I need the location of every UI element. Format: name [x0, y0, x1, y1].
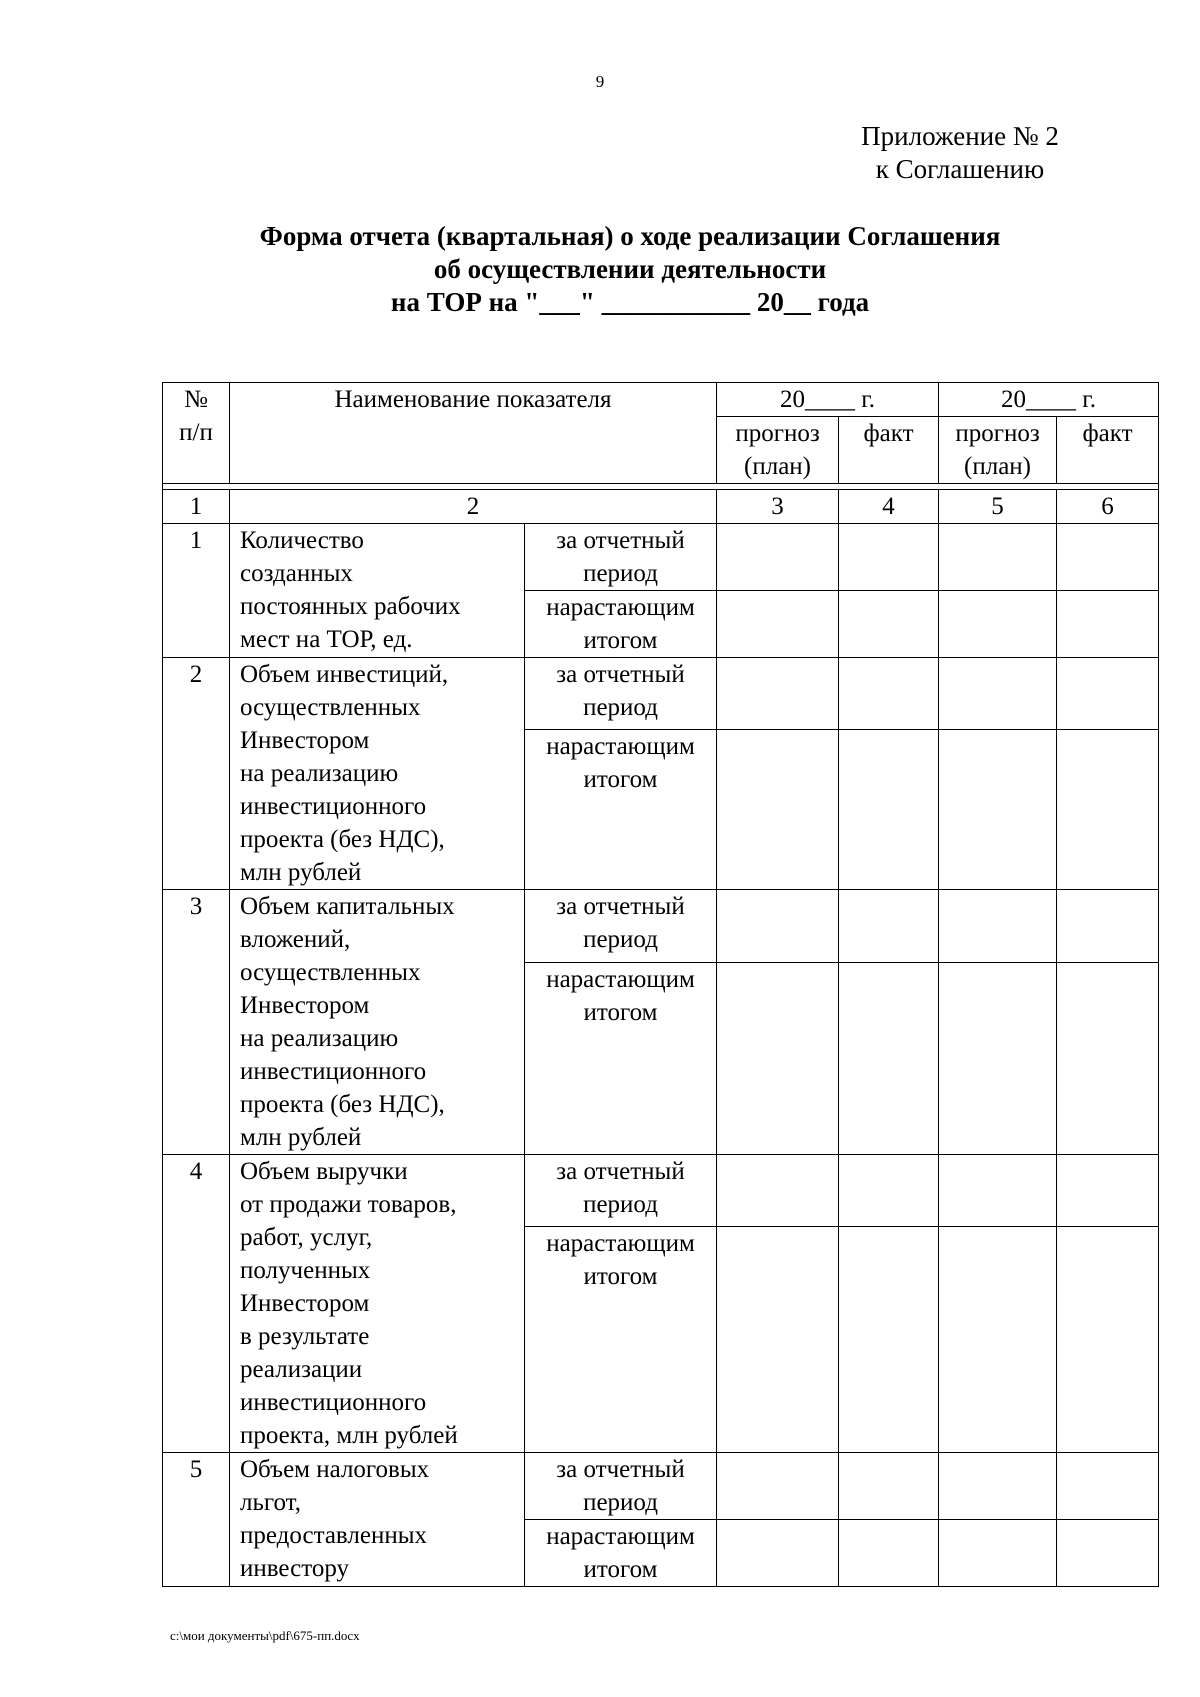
forecast-line-1: прогноз: [955, 420, 1040, 447]
value-cell[interactable]: [839, 729, 939, 889]
period-label-line: за отчетный: [556, 1456, 685, 1483]
period-cumulative: [525, 962, 717, 1154]
indicator-name-line: осуществленных: [240, 694, 421, 721]
forecast-line-1: прогноз: [735, 420, 820, 447]
indicator-name-line: постоянных рабочих: [240, 593, 461, 620]
indicator-name-line: работ, услуг,: [240, 1224, 373, 1251]
value-cell[interactable]: [839, 524, 939, 591]
period-label-line: период: [583, 1489, 658, 1516]
header-fact-1: факт: [839, 417, 939, 484]
indicator-name: [230, 890, 525, 1155]
period-cumulative: [525, 1520, 717, 1587]
footer-file-path: c:\мои документы\pdf\675-пп.docx: [170, 1628, 360, 1643]
table-row: [163, 890, 1159, 963]
form-title-line-3: на ТОР на "___" ___________ 20__ года: [390, 287, 870, 317]
row-number: 1: [163, 524, 230, 658]
indicator-name-line: инвестиционного: [240, 1058, 427, 1085]
value-cell[interactable]: [939, 591, 1057, 658]
header-num-cell: [163, 383, 230, 484]
indicator-name: [230, 1155, 525, 1453]
appendix-label: [840, 120, 1080, 186]
period-label-line: за отчетный: [556, 1158, 685, 1185]
indicator-name-line: проекта, млн рублей: [240, 1422, 458, 1449]
appendix-line-2: к Соглашению: [875, 154, 1045, 184]
value-cell[interactable]: [1057, 524, 1159, 591]
period-label-line: нарастающим: [546, 594, 695, 621]
value-cell[interactable]: [717, 729, 839, 889]
forecast-line-2: (план): [964, 453, 1031, 480]
value-cell[interactable]: [839, 658, 939, 730]
table-row: [163, 658, 1159, 730]
period-label-line: нарастающим: [546, 1523, 695, 1550]
row-number: 4: [163, 1155, 230, 1453]
indicator-name-line: полученных: [240, 1257, 371, 1284]
period-label-line: нарастающим: [546, 965, 695, 993]
period-label-line: период: [583, 926, 658, 953]
row-number: 2: [163, 658, 230, 890]
value-cell[interactable]: [839, 890, 939, 963]
indicator-name-line: Количество: [240, 527, 364, 554]
indicator-name-line: вложений,: [240, 926, 351, 953]
value-cell[interactable]: [939, 1226, 1057, 1452]
period-label-line: период: [583, 560, 658, 587]
header-year-2: 20____ г.: [939, 383, 1159, 417]
indicator-name-line: млн рублей: [240, 1124, 362, 1151]
indicator-name-line: проекта (без НДС),: [240, 1091, 445, 1118]
indicator-name: [230, 1453, 525, 1587]
value-cell[interactable]: [939, 962, 1057, 1154]
value-cell[interactable]: [1057, 729, 1159, 889]
indicator-name-line: инвестиционного: [240, 1389, 427, 1416]
period-reporting: [525, 1453, 717, 1520]
header-num-line-1: №: [184, 386, 208, 413]
period-cumulative: [525, 729, 717, 889]
period-reporting: [525, 658, 717, 730]
indicator-name-line: инвестиционного: [240, 793, 427, 820]
value-cell[interactable]: [1057, 658, 1159, 730]
report-table: [162, 382, 1159, 1587]
column-number: 1: [163, 490, 230, 524]
value-cell[interactable]: [717, 1453, 839, 1520]
period-label-line: за отчетный: [556, 527, 685, 554]
indicator-name-line: от продажи товаров,: [240, 1191, 457, 1218]
column-number: 4: [839, 490, 939, 524]
value-cell[interactable]: [1057, 890, 1159, 963]
value-cell[interactable]: [717, 962, 839, 1154]
indicator-name-line: на реализацию: [240, 1025, 399, 1052]
value-cell[interactable]: [939, 1453, 1057, 1520]
header-indicator: Наименование показателя: [230, 383, 717, 484]
period-reporting: [525, 890, 717, 963]
table-row: [163, 1155, 1159, 1227]
header-fact-2: факт: [1057, 417, 1159, 484]
indicator-name-line: Инвестором: [240, 727, 370, 754]
table-row: [163, 524, 1159, 591]
value-cell[interactable]: [939, 658, 1057, 730]
value-cell[interactable]: [939, 890, 1057, 963]
value-cell[interactable]: [939, 524, 1057, 591]
value-cell[interactable]: [717, 1226, 839, 1452]
value-cell[interactable]: [939, 1520, 1057, 1587]
value-cell[interactable]: [839, 1155, 939, 1227]
form-title: [180, 220, 1080, 319]
indicator-name-line: инвестору: [240, 1555, 349, 1582]
value-cell[interactable]: [1057, 1226, 1159, 1452]
period-label-line: итогом: [583, 1262, 658, 1290]
period-label-line: за отчетный: [556, 661, 685, 688]
period-label-line: период: [583, 694, 658, 721]
period-label-line: итогом: [583, 765, 658, 793]
value-cell[interactable]: [1057, 1453, 1159, 1520]
column-number: 2: [230, 490, 717, 524]
table-row: [163, 1453, 1159, 1520]
row-number: 5: [163, 1453, 230, 1587]
value-cell[interactable]: [1057, 591, 1159, 658]
value-cell[interactable]: [717, 591, 839, 658]
indicator-name-line: на реализацию: [240, 760, 399, 787]
value-cell[interactable]: [839, 1226, 939, 1452]
indicator-name-line: Объем налоговых: [240, 1456, 430, 1483]
period-label-line: нарастающим: [546, 1229, 695, 1257]
value-cell[interactable]: [1057, 1155, 1159, 1227]
indicator-name-line: реализации: [240, 1356, 363, 1383]
indicator-name-line: в результате: [240, 1323, 370, 1350]
indicator-name-line: предоставленных: [240, 1522, 428, 1549]
header-forecast-1: [717, 417, 839, 484]
value-cell[interactable]: [717, 658, 839, 730]
value-cell[interactable]: [839, 1453, 939, 1520]
appendix-line-1: Приложение № 2: [861, 121, 1059, 151]
period-label-line: итогом: [583, 627, 658, 654]
indicator-name-line: Объем капитальных: [240, 893, 455, 920]
period-label-line: итогом: [583, 998, 658, 1026]
period-reporting: [525, 524, 717, 591]
value-cell[interactable]: [939, 1155, 1057, 1227]
period-label-line: за отчетный: [556, 893, 685, 920]
row-number: 3: [163, 890, 230, 1155]
value-cell[interactable]: [939, 729, 1057, 889]
indicator-name-line: осуществленных: [240, 959, 421, 986]
header-num-line-2: п/п: [179, 419, 213, 446]
value-cell[interactable]: [717, 1520, 839, 1587]
indicator-name-line: Объем выручки: [240, 1158, 408, 1185]
indicator-name-line: Инвестором: [240, 992, 370, 1019]
indicator-name-line: Инвестором: [240, 1290, 370, 1317]
value-cell[interactable]: [1057, 1520, 1159, 1587]
header-forecast-2: [939, 417, 1057, 484]
indicator-name: [230, 658, 525, 890]
period-cumulative: [525, 591, 717, 658]
value-cell[interactable]: [717, 524, 839, 591]
form-title-line-1: Форма отчета (квартальная) о ходе реализации Соглашения: [259, 221, 1001, 251]
period-cumulative: [525, 1226, 717, 1452]
period-reporting: [525, 1155, 717, 1227]
period-label-line: итогом: [583, 1556, 658, 1583]
value-cell[interactable]: [717, 890, 839, 963]
column-number: 6: [1057, 490, 1159, 524]
value-cell[interactable]: [839, 591, 939, 658]
indicator-name-line: Объем инвестиций,: [240, 661, 449, 688]
period-label-line: нарастающим: [546, 732, 695, 760]
form-title-line-2: об осуществлении деятельности: [433, 254, 827, 284]
forecast-line-2: (план): [744, 453, 811, 480]
value-cell[interactable]: [839, 1520, 939, 1587]
value-cell[interactable]: [839, 962, 939, 1154]
period-label-line: период: [583, 1191, 658, 1218]
indicator-name-line: млн рублей: [240, 859, 362, 886]
indicator-name: [230, 524, 525, 658]
column-number: 5: [939, 490, 1057, 524]
indicator-name-line: льгот,: [240, 1489, 301, 1516]
header-year-1: 20____ г.: [717, 383, 939, 417]
value-cell[interactable]: [1057, 962, 1159, 1154]
column-number: 3: [717, 490, 839, 524]
indicator-name-line: созданных: [240, 560, 353, 587]
indicator-name-line: проекта (без НДС),: [240, 826, 445, 853]
indicator-name-line: мест на ТОР, ед.: [240, 626, 413, 653]
page-number: 9: [595, 72, 605, 91]
value-cell[interactable]: [717, 1155, 839, 1227]
